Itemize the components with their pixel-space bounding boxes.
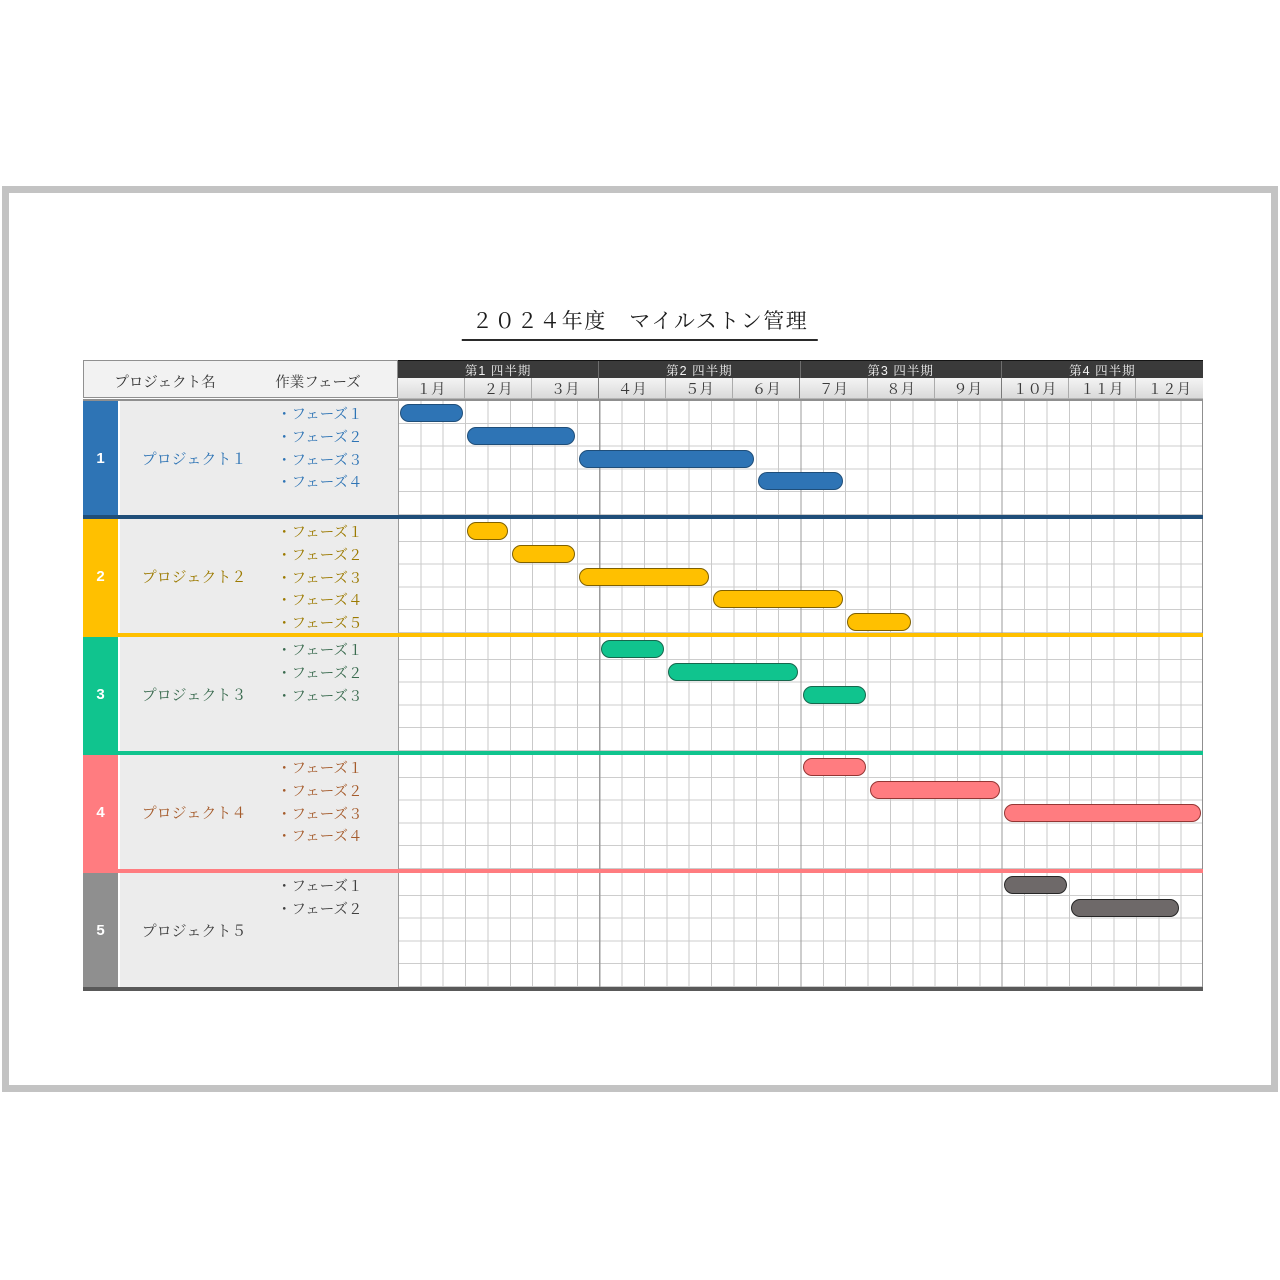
month-header-cell: ４月 bbox=[599, 378, 666, 399]
left-header bbox=[83, 360, 398, 398]
gantt-bar bbox=[601, 640, 664, 658]
project-column-header: プロジェクト名 bbox=[114, 375, 216, 391]
gantt-bar bbox=[1071, 899, 1179, 917]
phase-label: ・フェーズ１ bbox=[277, 761, 363, 777]
phase-label: ・フェーズ３ bbox=[277, 570, 363, 587]
project-number-cell: 1 bbox=[83, 401, 120, 515]
row-chart-area bbox=[398, 401, 1203, 515]
phase-label: ・フェーズ３ bbox=[277, 806, 363, 823]
phase-label: ・フェーズ４ bbox=[277, 829, 363, 846]
month-header-cell: １１月 bbox=[1069, 378, 1136, 399]
row-label-area bbox=[120, 519, 398, 633]
phase-label: ・フェーズ３ bbox=[277, 688, 363, 705]
gantt-bar bbox=[803, 758, 866, 776]
month-header-cell: ９月 bbox=[935, 378, 1002, 399]
gantt-bar bbox=[1004, 876, 1067, 894]
quarter-header-row bbox=[398, 360, 1203, 378]
page-title: ２０２４年度 マイルストン管理 bbox=[462, 305, 818, 341]
phase-label: ・フェーズ１ bbox=[277, 407, 363, 423]
phase-list bbox=[277, 404, 363, 495]
quarter-header-cell: 第4 四半期 bbox=[1002, 361, 1203, 378]
month-header-cell: ８月 bbox=[868, 378, 935, 399]
gantt-bar bbox=[803, 686, 866, 704]
row-chart-area bbox=[398, 637, 1203, 751]
phase-label: ・フェーズ３ bbox=[277, 452, 363, 469]
project-name: プロジェクト４ bbox=[141, 804, 247, 822]
phase-label: ・フェーズ２ bbox=[277, 665, 363, 682]
phase-label: ・フェーズ２ bbox=[277, 429, 363, 446]
month-header-cell: ７月 bbox=[800, 378, 867, 399]
project-name: プロジェクト５ bbox=[141, 922, 247, 940]
quarter-header-cell: 第3 四半期 bbox=[801, 361, 1002, 378]
gantt-bar bbox=[847, 613, 910, 631]
gantt-bar bbox=[1004, 804, 1201, 822]
phase-label: ・フェーズ１ bbox=[277, 525, 363, 541]
month-header-cell: ２月 bbox=[465, 378, 532, 399]
gantt-bar bbox=[713, 590, 843, 608]
project-row bbox=[83, 755, 1203, 873]
phase-label: ・フェーズ２ bbox=[277, 547, 363, 564]
row-label-area bbox=[120, 755, 398, 869]
page-frame bbox=[2, 186, 1278, 1092]
project-number-cell: 2 bbox=[83, 519, 120, 633]
row-label-area bbox=[120, 873, 398, 987]
phase-label: ・フェーズ４ bbox=[277, 593, 363, 610]
phase-list bbox=[277, 758, 363, 849]
month-header-cell: ６月 bbox=[733, 378, 800, 399]
month-header-cell: １２月 bbox=[1136, 378, 1203, 399]
row-label-area bbox=[120, 401, 398, 515]
row-chart-area bbox=[398, 873, 1203, 987]
quarter-header-cell: 第1 四半期 bbox=[398, 361, 599, 378]
project-number-cell: 4 bbox=[83, 755, 120, 869]
phase-label: ・フェーズ４ bbox=[277, 475, 363, 492]
project-row bbox=[83, 519, 1203, 637]
month-header-cell: １月 bbox=[398, 378, 465, 399]
phase-label: ・フェーズ５ bbox=[277, 616, 363, 633]
project-row bbox=[83, 637, 1203, 755]
gantt-bar bbox=[579, 568, 709, 586]
gantt-table bbox=[83, 360, 1203, 990]
gantt-bar bbox=[467, 427, 575, 445]
gantt-bar bbox=[400, 404, 463, 422]
project-row bbox=[83, 873, 1203, 991]
gantt-rows bbox=[83, 401, 1203, 991]
phase-label: ・フェーズ１ bbox=[277, 879, 363, 895]
month-header-row bbox=[398, 378, 1203, 399]
project-number-cell: 5 bbox=[83, 873, 120, 987]
project-name: プロジェクト２ bbox=[141, 568, 247, 586]
gantt-bar bbox=[668, 663, 798, 681]
gantt-bar bbox=[579, 450, 753, 468]
month-header-cell: ３月 bbox=[532, 378, 599, 399]
project-row bbox=[83, 401, 1203, 519]
project-name: プロジェクト１ bbox=[141, 450, 247, 468]
quarter-header-cell: 第2 四半期 bbox=[599, 361, 800, 378]
project-name: プロジェクト３ bbox=[141, 686, 247, 704]
row-label-area bbox=[120, 637, 398, 751]
row-chart-area bbox=[398, 755, 1203, 869]
phase-label: ・フェーズ２ bbox=[277, 901, 363, 918]
phase-list bbox=[277, 522, 363, 636]
row-chart-area bbox=[398, 519, 1203, 633]
phase-label: ・フェーズ１ bbox=[277, 643, 363, 659]
phase-list bbox=[277, 876, 363, 922]
phase-list bbox=[277, 640, 363, 708]
gantt-bar bbox=[512, 545, 575, 563]
month-header-cell: １０月 bbox=[1002, 378, 1069, 399]
gantt-bar bbox=[467, 522, 508, 540]
project-number-cell: 3 bbox=[83, 637, 120, 751]
phase-column-header: 作業フェーズ bbox=[275, 375, 361, 391]
phase-label: ・フェーズ２ bbox=[277, 783, 363, 800]
gantt-bar bbox=[870, 781, 1000, 799]
month-header-cell: ５月 bbox=[666, 378, 733, 399]
gantt-bar bbox=[758, 472, 844, 490]
